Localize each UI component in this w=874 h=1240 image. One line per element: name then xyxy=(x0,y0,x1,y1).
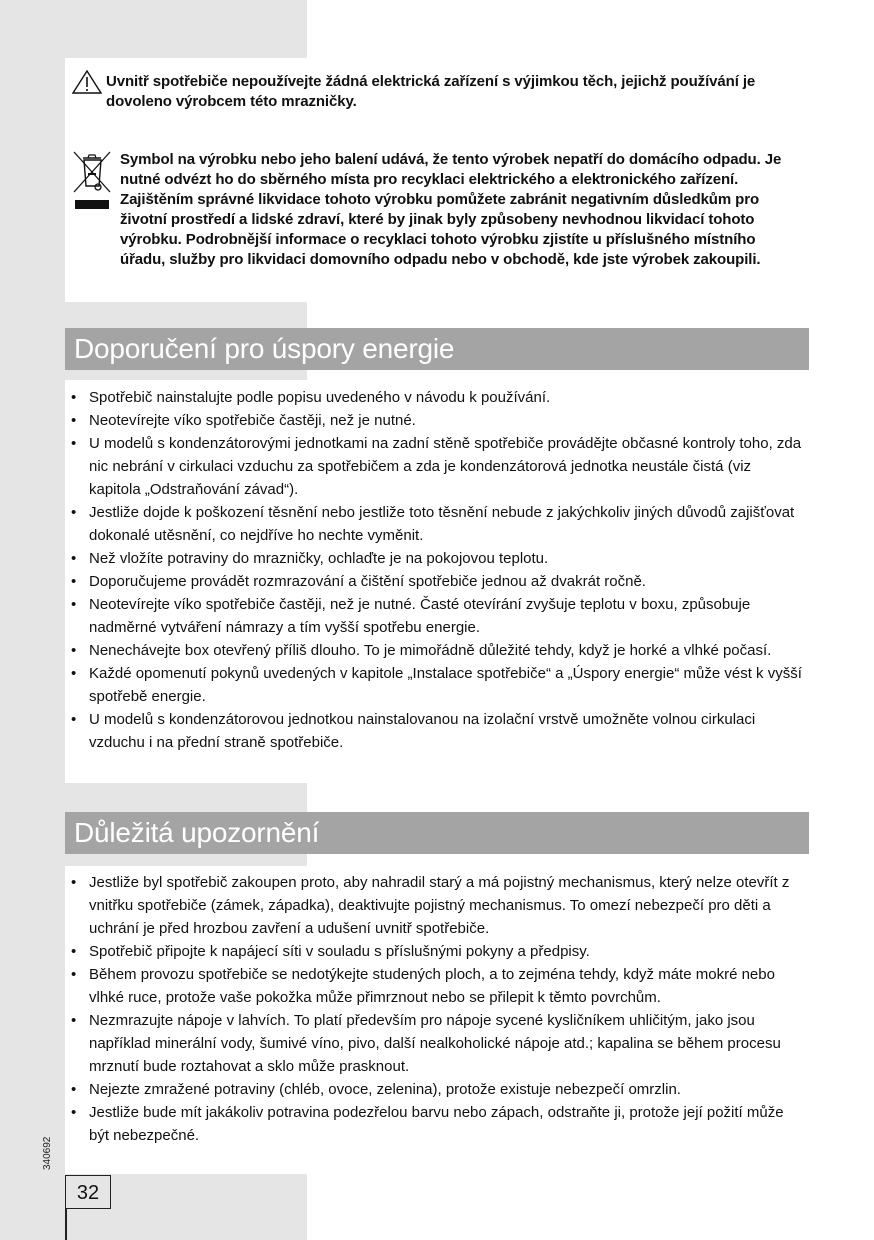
page-number: 32 xyxy=(65,1175,111,1209)
warning-triangle-icon xyxy=(72,70,102,94)
list-item: • Nejezte zmražené potraviny (chléb, ovoce, zelenina), protože existuje nebezpečí omrzlin. xyxy=(65,1078,809,1101)
important-warnings-list xyxy=(65,871,809,1147)
list-item: • Během provozu spotřebiče se nedotýkejte studených ploch, a to zejména tehdy, když máte mokré nebo vlhké ruce, protože vaše pokožka může přimrznout nebo se přilepit k těmto povrchům. xyxy=(65,963,809,1009)
list-item: • Každé opomenutí pokynů uvedených v kapitole „Instalace spotřebiče“ a „Úspory energie“ může vést k vyšší spotřebě energie. xyxy=(65,662,809,708)
list-item: • Nenechávejte box otevřený příliš dlouho. To je mimořádně důležité tehdy, když je horké a vlhké počasí. xyxy=(65,639,809,662)
list-item: • Neotevírejte víko spotřebiče častěji, než je nutné. Časté otevírání zvyšuje teplotu v boxu, způsobuje nadměrné vytváření námrazy a tím vyšší spotřebu energie. xyxy=(65,593,809,639)
list-item: • Spotřebič připojte k napájecí síti v souladu s příslušnými pokyny a předpisy. xyxy=(65,940,809,963)
crossed-out-wheelie-bin-icon xyxy=(72,150,112,212)
energy-saving-list xyxy=(65,386,809,754)
warning-text: Uvnitř spotřebiče nepoužívejte žádná elektrická zařízení s výjimkou těch, jejichž používání je dovoleno výrobcem této mrazničky. xyxy=(106,73,756,110)
section-header-important-warnings: Důležitá upozornění xyxy=(65,812,809,854)
list-item: • U modelů s kondenzátorovou jednotkou nainstalovanou na izolační vrstvě umožněte volnou cirkulaci vzduchu i na přední straně spotřebiče. xyxy=(65,708,809,754)
list-item: • Doporučujeme provádět rozmrazování a čištění spotřebiče jednou až dvakrát ročně. xyxy=(65,570,809,593)
weee-notice xyxy=(72,150,802,270)
list-item: • Jestliže byl spotřebič zakoupen proto, aby nahradil starý a má pojistný mechanismus, který nelze otevřít z vnitřku spotřebiče (zámek, západka), deaktivujte pojistný mechanismus. To omezí nebezpečí pro děti a uchrání je před hrozbou zavření a udušení uvnitř spotřebiče. xyxy=(65,871,809,940)
list-item: • Než vložíte potraviny do mrazničky, ochlaďte je na pokojovou teplotu. xyxy=(65,547,809,570)
list-item: • Neotevírejte víko spotřebiče častěji, než je nutné. xyxy=(65,409,809,432)
list-item: • U modelů s kondenzátorovými jednotkami na zadní stěně spotřebiče provádějte občasné kontroly toho, zda nic nebrání v cirkulaci vzduchu za spotřebičem a zda je kondenzátorová jednotka neustále čistá (viz kapitola „Odstraňování závad“). xyxy=(65,432,809,501)
weee-text: Symbol na výrobku nebo jeho balení udává, že tento výrobek nepatří do domácího odpadu. Je nutné odvézt ho do sběrného místa pro recyklaci elektrického a elektronického zařízení. Zajištěním správné likvidace tohoto výrobku pomůžete zabránit negativním důsledkům pro životní prostředí a lidské zdraví, které by jinak byly způsobeny nevhodnou likvidací tohoto výrobku. Podrobnější informace o recyklaci tohoto výrobku zjistíte u příslušného místního úřadu, služby pro likvidaci domovního odpadu nebo v obchodě, kde jste výrobek zakoupili. xyxy=(120,151,782,268)
document-code: 340692 xyxy=(42,1136,53,1170)
page-number-rule xyxy=(65,1208,67,1240)
section-header-energy-saving: Doporučení pro úspory energie xyxy=(65,328,809,370)
warning-notice xyxy=(72,72,772,112)
list-item: • Spotřebič nainstalujte podle popisu uvedeného v návodu k používání. xyxy=(65,386,809,409)
list-item: • Nezmrazujte nápoje v lahvích. To platí především pro nápoje sycené kysličníkem uhličitým, jako jsou například minerální vody, šumivé víno, pivo, další nealkoholické nápoje atd.; kapalina se během procesu mrznutí bude roztahovat a sklo může prasknout. xyxy=(65,1009,809,1078)
list-item: • Jestliže dojde k poškození těsnění nebo jestliže toto těsnění nebude z jakýchkoliv jiných důvodů zajišťovat dokonalé utěsnění, co nejdříve ho nechte vyměnit. xyxy=(65,501,809,547)
list-item: • Jestliže bude mít jakákoliv potravina podezřelou barvu nebo zápach, odstraňte ji, protože její požití může být nebezpečné. xyxy=(65,1101,809,1147)
